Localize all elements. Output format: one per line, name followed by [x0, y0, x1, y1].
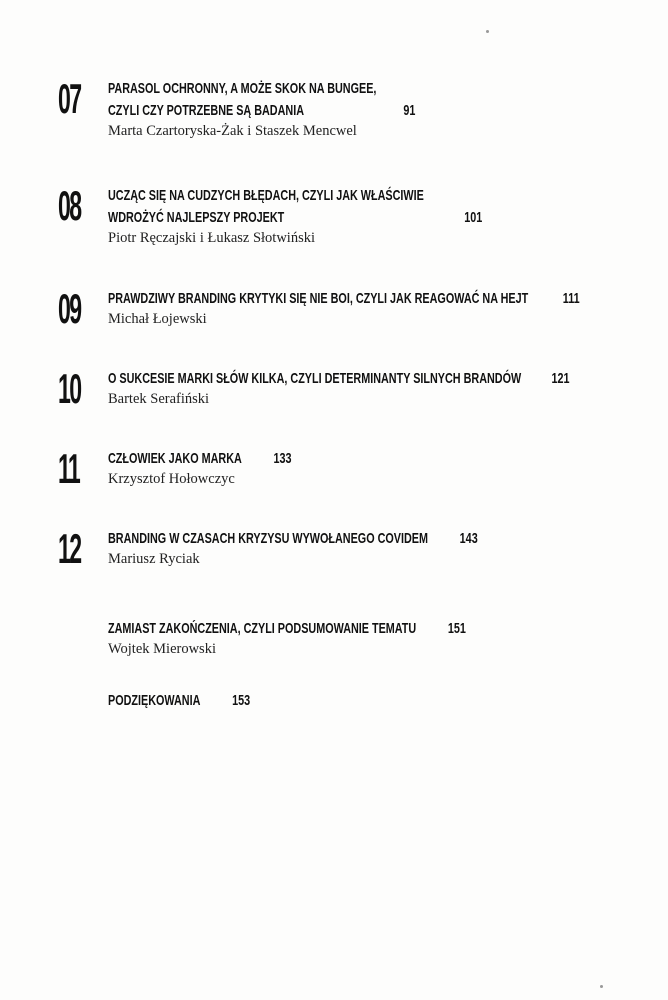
page-number: 121: [551, 370, 570, 387]
page-number: 111: [562, 290, 580, 307]
chapter-title-line: BRANDING W CZASACH KRYZYSU WYWOŁANEGO COVIDEM: [108, 530, 428, 547]
closing-title: [108, 618, 497, 640]
chapter-title-line: O SUKCESIE MARKI SŁÓW KILKA, CZYLI DETERMINANTY SILNYCH BRANDÓW: [108, 370, 522, 387]
chapter-author: Michał Łojewski: [108, 311, 207, 327]
chapter-title-line: PARASOL OCHRONNY, A MOŻE SKOK NA BUNGEE,: [108, 80, 377, 97]
chapter-title: [108, 448, 497, 470]
chapter-title-line: PRAWDZIWY BRANDING KRYTYKI SIĘ NIE BOI, CZYLI JAK REAGOWAĆ NA HEJT: [108, 290, 529, 307]
chapter-number: 10: [58, 365, 81, 412]
chapter-author: Bartek Serafiński: [108, 391, 210, 407]
chapter-title: [108, 78, 497, 122]
chapter-number: 12: [58, 525, 81, 572]
page-number: 91: [403, 102, 416, 119]
toc-entry-acknowledgements: [108, 690, 648, 712]
paper-speck: [486, 30, 489, 33]
toc-entry-closing: [108, 618, 648, 658]
chapter-number: 09: [58, 285, 81, 332]
chapter-title: [108, 528, 497, 550]
chapter-title: [108, 368, 570, 390]
chapter-title: [108, 288, 580, 310]
chapter-title: [108, 185, 497, 229]
page-number: 101: [464, 209, 483, 226]
chapter-title-line: CZYLI CZY POTRZEBNE SĄ BADANIA: [108, 102, 305, 119]
acknowledgements-title: [108, 690, 497, 712]
chapter-title-line: CZŁOWIEK JAKO MARKA: [108, 450, 242, 467]
chapter-author: Piotr Ręczajski i Łukasz Słotwiński: [108, 230, 316, 246]
page-number: 143: [459, 530, 478, 547]
acknowledgements-title-text: PODZIĘKOWANIA: [108, 692, 201, 709]
chapter-number: 07: [58, 75, 81, 122]
chapter-title-line: WDROŻYĆ NAJLEPSZY PROJEKT: [108, 209, 285, 226]
page-number: 133: [273, 450, 292, 467]
page-number: 153: [232, 692, 251, 709]
chapter-author: Krzysztof Hołowczyc: [108, 471, 235, 487]
chapter-author: Marta Czartoryska-Żak i Staszek Mencwel: [108, 123, 357, 139]
page-number: 151: [447, 620, 466, 637]
chapter-author: Mariusz Ryciak: [108, 551, 200, 567]
chapter-number: 11: [58, 445, 80, 492]
chapter-title-line: UCZĄC SIĘ NA CUDZYCH BŁĘDACH, CZYLI JAK WŁAŚCIWIE: [108, 187, 424, 204]
closing-author: Wojtek Mierowski: [108, 641, 216, 657]
closing-title-text: ZAMIAST ZAKOŃCZENIA, CZYLI PODSUMOWANIE TEMATU: [108, 620, 417, 637]
chapter-number: 08: [58, 182, 81, 229]
paper-speck: [600, 985, 603, 988]
